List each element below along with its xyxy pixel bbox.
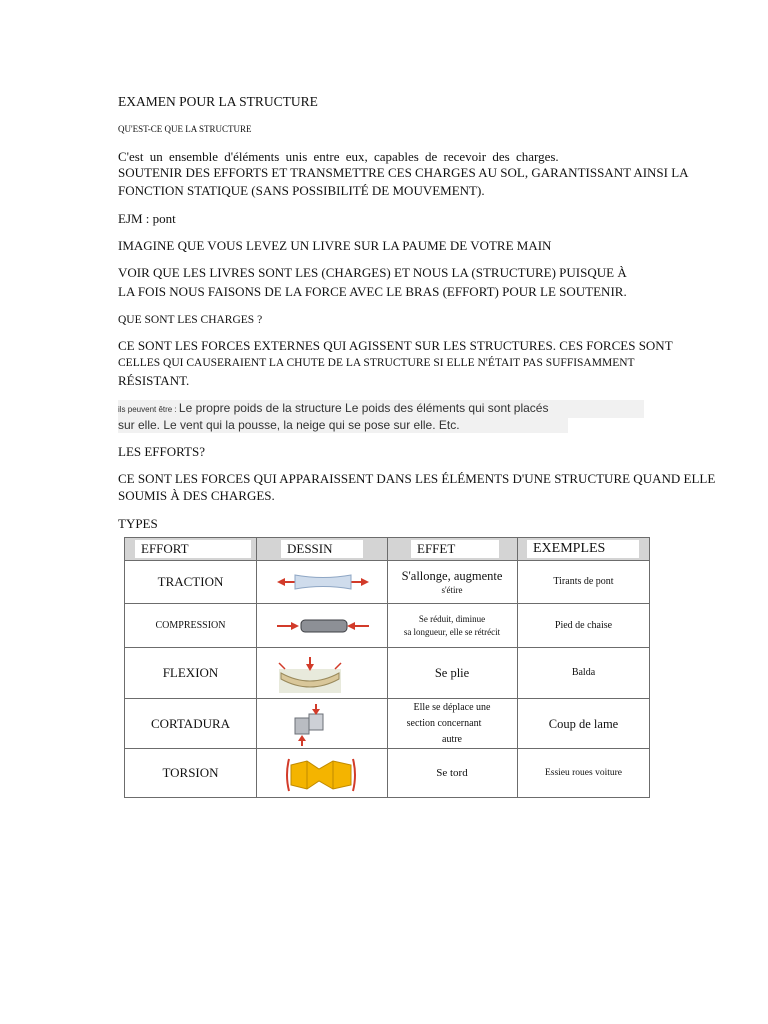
charges-heading: QUE SONT LES CHARGES ? — [118, 314, 263, 326]
efforts-line-1: CE SONT LES FORCES QUI APPARAISSENT DANS LES ÉLÉMENTS D'UNE STRUCTURE QUAND ELLE — [118, 471, 716, 486]
definition-line-3: FONCTION STATIQUE (SANS POSSIBILITÉ DE MOUVEMENT). — [118, 183, 485, 198]
exemple-traction: Tirants de pont — [553, 576, 614, 587]
effort-flexion: FLEXION — [162, 665, 219, 680]
effort-torsion: TORSION — [162, 765, 219, 780]
voir-line-1: VOIR QUE LES LIVRES SONT LES (CHARGES) ET NOUS LA (STRUCTURE) PUISQUE À — [118, 265, 627, 280]
effet-cortadura-line-1: Elle se déplace une — [413, 702, 491, 713]
charges-line-3: RÉSISTANT. — [118, 373, 190, 388]
effet-cortadura-line-3: autre — [442, 734, 462, 745]
peuvent-prefix: ils peuvent être : — [118, 405, 179, 414]
effort-cortadura: CORTADURA — [150, 715, 231, 731]
imagine-text: IMAGINE QUE VOUS LEVEZ UN LIVRE SUR LA PAUME DE VOTRE MAIN — [118, 238, 552, 253]
example-text: EJM : pont — [118, 211, 176, 226]
effet-torsion: Se tord — [436, 767, 468, 779]
effet-cortadura-line-2: section concernant — [406, 718, 482, 729]
efforts-heading: LES EFFORTS? — [118, 444, 205, 459]
header-effet: EFFET — [411, 540, 499, 558]
charges-examples-line-2: sur elle. Le vent qui la pousse, la neige qui se pose sur elle. Etc. — [118, 417, 568, 433]
effet-compression-line-2: sa longueur, elle se rétrécit — [403, 627, 501, 637]
effet-traction-line-1: S'allonge, augmente — [401, 569, 503, 583]
effort-traction: TRACTION — [157, 574, 224, 589]
section-heading-structure: QU'EST-CE QUE LA STRUCTURE — [118, 124, 252, 134]
charges-line-2: CELLES QUI CAUSERAIENT LA CHUTE DE LA STRUCTURE SI ELLE N'ÉTAIT PAS SUFFISAMMENT — [118, 357, 635, 369]
flexion-icon — [277, 655, 343, 695]
exemple-compression: Pied de chaise — [554, 619, 613, 631]
header-dessin: DESSIN — [281, 540, 363, 558]
efforts-line-2: SOUMIS À DES CHARGES. — [118, 488, 275, 503]
effort-compression: COMPRESSION — [155, 619, 226, 631]
effet-traction — [387, 564, 517, 602]
effet-cortadura — [387, 700, 517, 748]
effet-compression-line-1: Se réduit, diminue — [418, 614, 486, 624]
exemple-flexion: Balda — [571, 667, 596, 678]
header-effort: EFFORT — [135, 540, 251, 558]
effet-compression — [387, 606, 517, 646]
compression-icon — [275, 615, 371, 637]
voir-line-2: LA FOIS NOUS FAISONS DE LA FORCE AVEC LE BRAS (EFFORT) POUR LE SOUTENIR. — [118, 284, 627, 299]
effort-types-table — [124, 537, 650, 798]
charges-examples-line-1 — [118, 400, 644, 418]
header-exemples: EXEMPLES — [527, 540, 639, 558]
exemple-cortadura: Coup de lame — [548, 716, 619, 731]
cortadura-icon — [291, 704, 327, 746]
definition-line-1: C'est un ensemble d'éléments unis entre eux, capables de recevoir des charges. — [118, 149, 559, 164]
torsion-icon — [285, 755, 357, 795]
exemple-torsion: Essieu roues voiture — [544, 768, 623, 778]
effet-traction-line-2: s'étire — [441, 585, 463, 595]
charges-line-1: CE SONT LES FORCES EXTERNES QUI AGISSENT SUR LES STRUCTURES. CES FORCES SONT — [118, 338, 673, 353]
definition-line-2: SOUTENIR DES EFFORTS ET TRANSMETTRE CES CHARGES AU SOL, GARANTISSANT AINSI LA — [118, 165, 689, 180]
effet-flexion: Se plie — [434, 666, 470, 680]
document-title: EXAMEN POUR LA STRUCTURE — [118, 94, 318, 109]
types-heading: TYPES — [118, 516, 158, 531]
peuvent-list-1: Le propre poids de la structure Le poids des éléments qui sont placés — [178, 401, 549, 415]
traction-icon — [275, 570, 371, 594]
